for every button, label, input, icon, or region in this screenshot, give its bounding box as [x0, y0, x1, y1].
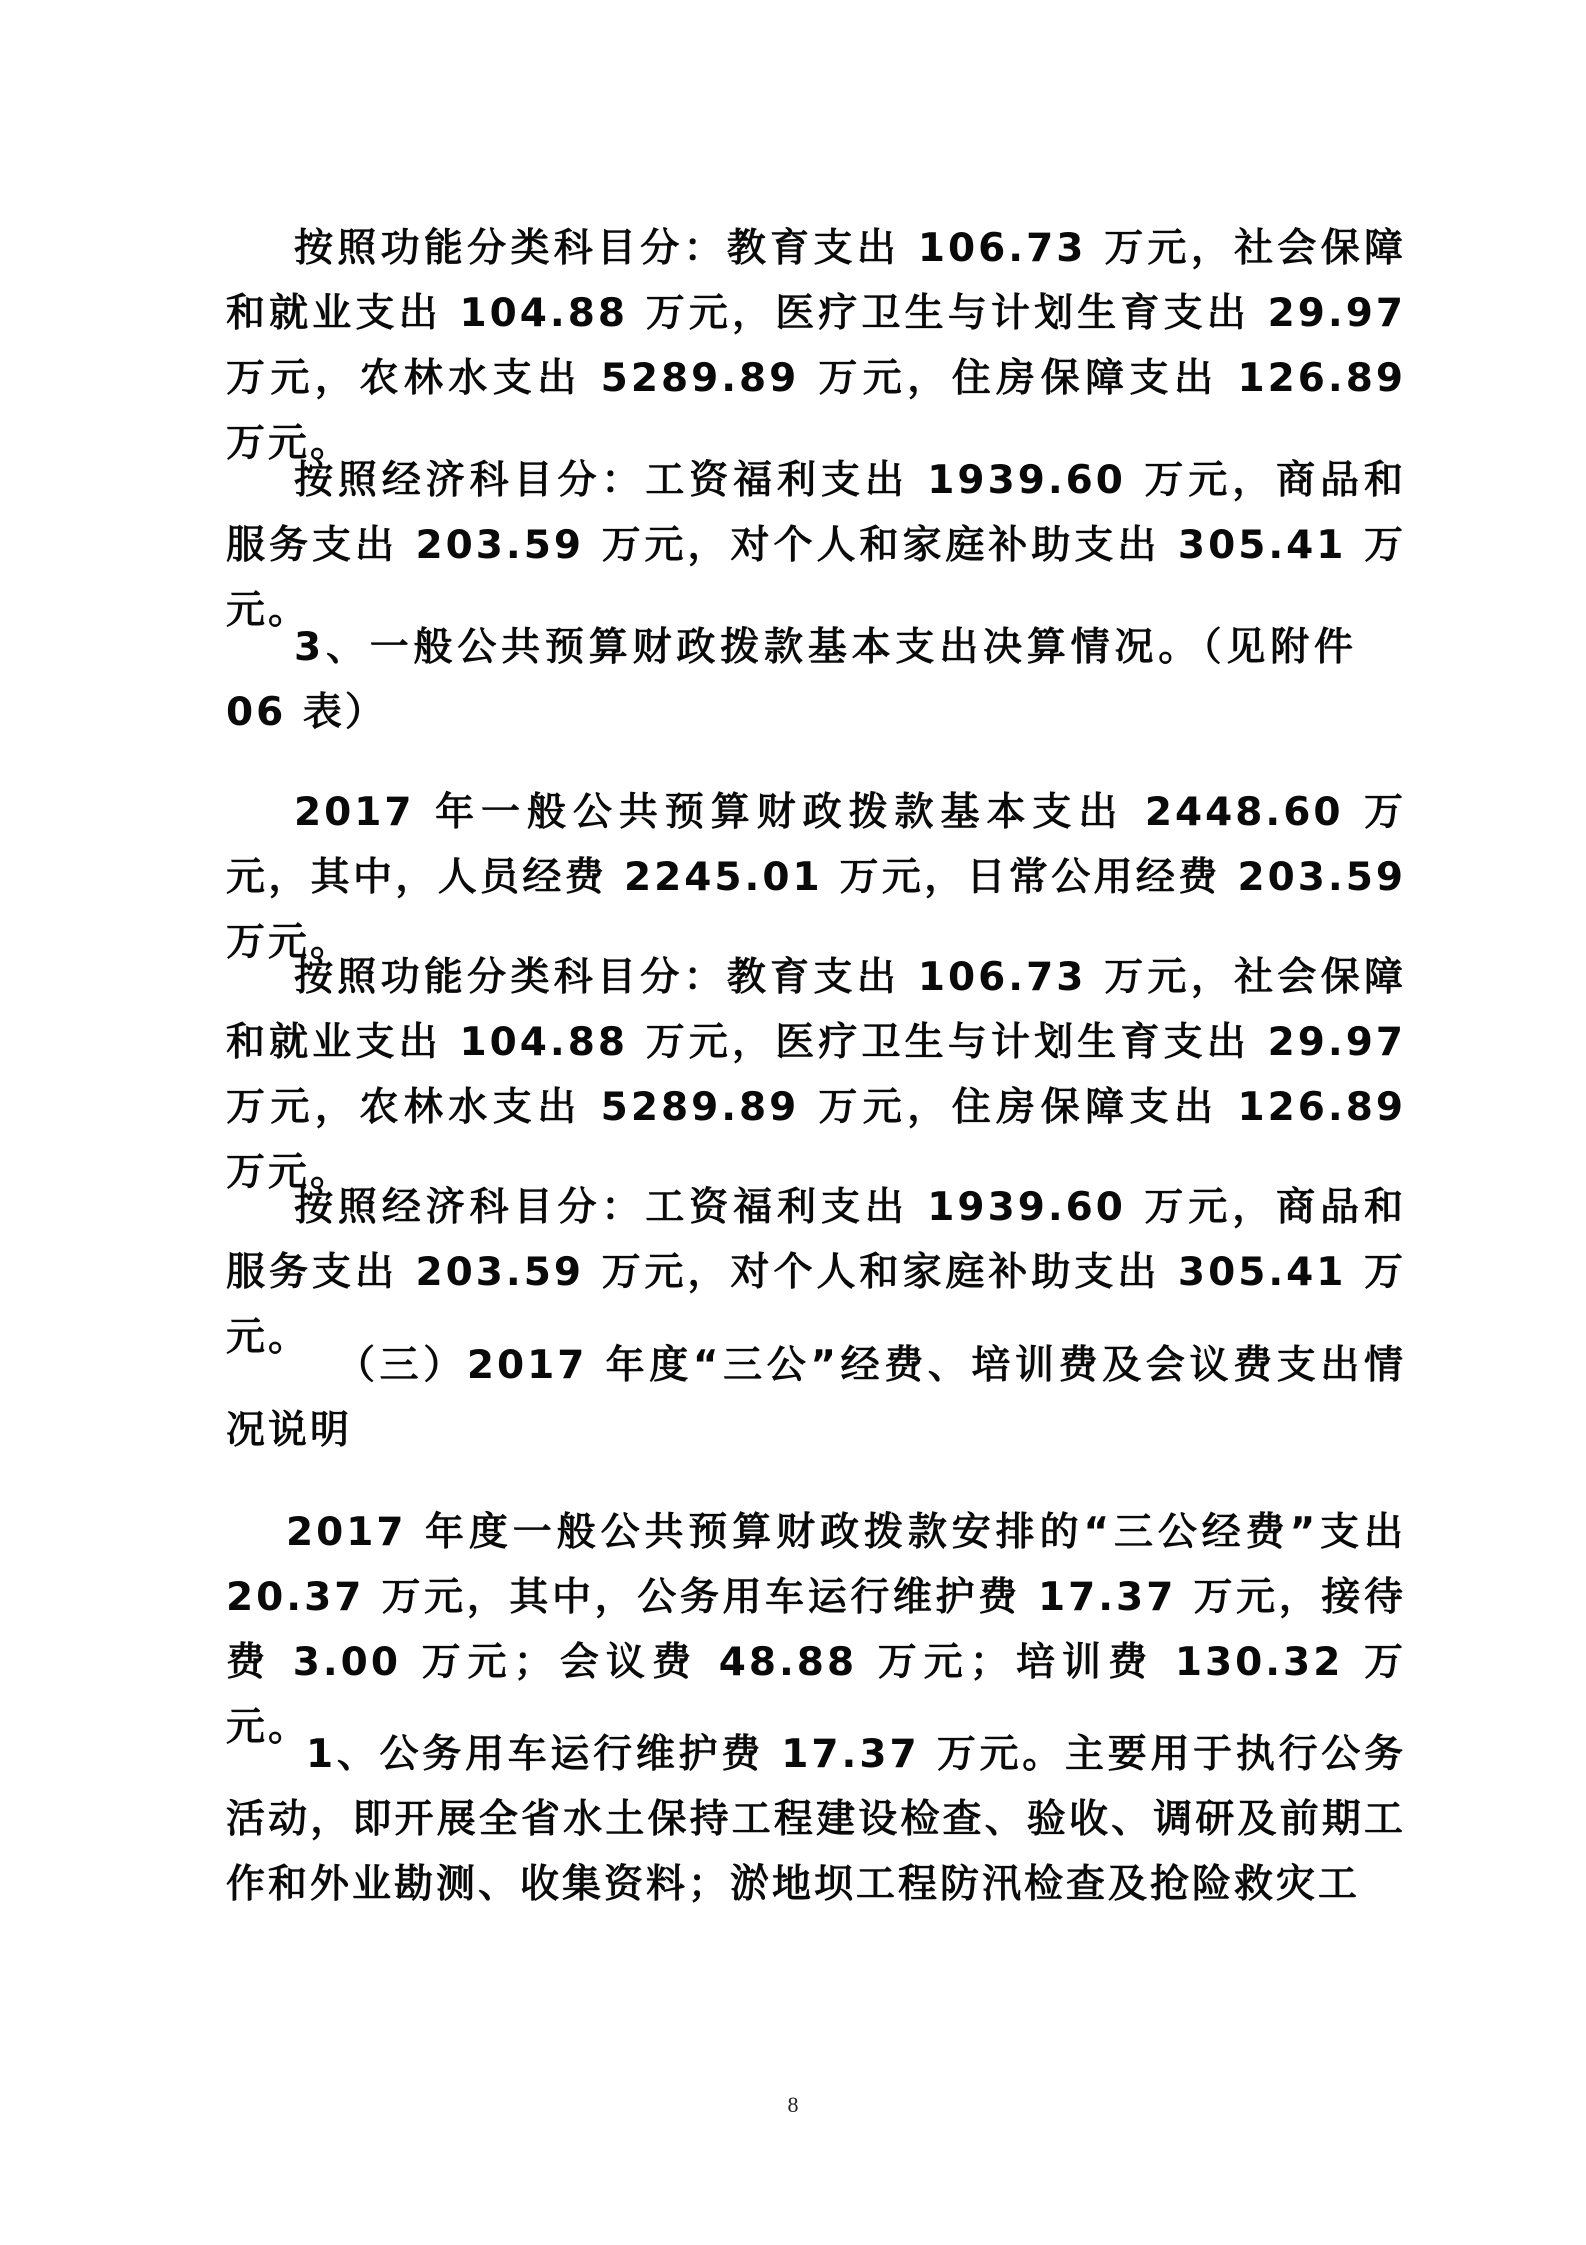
paragraph-functional-classification-repeat: 按照功能分类科目分：教育支出 106.73 万元，社会保障和就业支出 104.88 万元，医疗卫生与计划生育支出 29.97 万元，农林水支出 5289.89 万元，住房保障支出 126.89 万元。 — [226, 955, 1406, 1195]
paragraph-economic-classification-repeat: 按照经济科目分：工资福利支出 1939.60 万元，商品和服务支出 203.59 万元，对个人和家庭补助支出 305.41 万元。 — [226, 1185, 1406, 1360]
paragraph-three-public-expenses-total: 2017 年度一般公共预算财政拨款安排的“三公经费”支出 20.37 万元，其中，公务用车运行维护费 17.37 万元，接待费 3.00 万元；会议费 48.88 万元；培训费 130.32 万元。 — [226, 1510, 1406, 1750]
paragraph-functional-classification: 按照功能分类科目分：教育支出 106.73 万元，社会保障和就业支出 104.88 万元，医疗卫生与计划生育支出 29.97 万元，农林水支出 5289.89 万元，住房保障支出 126.89 万元。 — [226, 226, 1406, 466]
paragraph-vehicle-maintenance: 1、公务用车运行维护费 17.37 万元。主要用于执行公务活动，即开展全省水土保持工程建设检查、验收、调研及前期工作和外业勘测、收集资料；淤地坝工程防汛检查及抢险救灾工 — [226, 1732, 1406, 1907]
paragraph-basic-expenditure-heading: 3、一般公共预算财政拨款基本支出决算情况。（见附件 06 表） — [226, 625, 1356, 735]
page-number: 8 — [787, 2092, 799, 2117]
section-heading-three-public-expenses: （三）2017 年度“三公”经费、培训费及会议费支出情况说明 — [226, 1343, 1406, 1453]
paragraph-economic-classification: 按照经济科目分：工资福利支出 1939.60 万元，商品和服务支出 203.59 万元，对个人和家庭补助支出 305.41 万元。 — [226, 458, 1406, 633]
paragraph-basic-expenditure-total: 2017 年一般公共预算财政拨款基本支出 2448.60 万元，其中，人员经费 2245.01 万元，日常公用经费 203.59 万元。 — [226, 790, 1406, 965]
